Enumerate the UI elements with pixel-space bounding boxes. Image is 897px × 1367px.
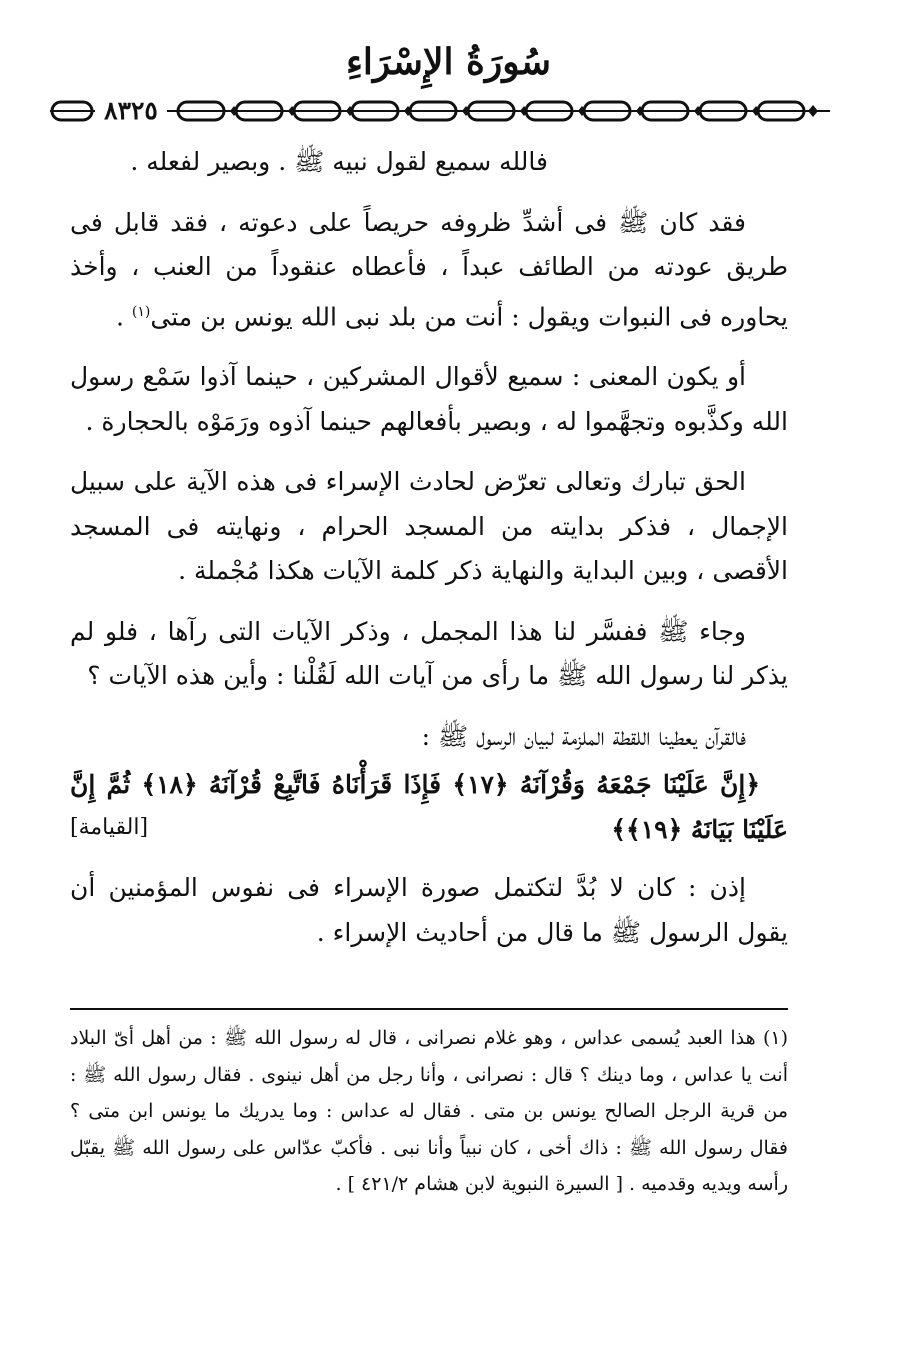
footnote-divider: [70, 1008, 788, 1010]
paragraph-5: وجاء ﷺ ففسَّر لنا هذا المجمل ، وذكر الآيات التى رآها ، فلو لم يذكر لنا رسول الله ﷺ ما رأى من آيات الله لَقُلْنا : وأين هذه الآيات ؟: [70, 616, 788, 691]
quran-verse: [70, 763, 788, 852]
paragraph-2-end: .: [116, 301, 132, 331]
footnote-marker: (١): [131, 303, 151, 320]
paragraph-2-text: فقد كان ﷺ فى أشدِّ ظروفه حريصاً على دعوته ، فقد قابل فى طريق عودته من الطائف عبداً ، فأعطاه عنقوداً من العنب ، وأخذ يحاوره فى النبوات ويقول : أنت من بلد نبى الله يونس بن متى: [70, 207, 788, 331]
ornamental-border: [50, 96, 830, 126]
paragraph-4: الحق تبارك وتعالى تعرّض لحادث الإسراء فى هذه الآية على سبيل الإجمال ، فذكر بدايته من المسجد الحرام ، ونهايته فى المسجد الأقصى ، وبين البداية والنهاية ذكر كلمة الآيات هكذا مُجْملة .: [70, 467, 788, 586]
footnote-text: (١) هذا العبد يُسمى عداس ، وهو غلام نصرانى ، قال له رسول الله ﷺ : من أهل أىّ البلاد أنت يا عداس ، وما دينك ؟ قال : نصرانى ، وأنا رجل من أهل نينوى . فقال رسول الله ﷺ : من قرية الرجل الصالح يونس بن متى . فقال له عداس : وما يدريك ما يونس ابن متى ؟ فقال رسول الله ﷺ : ذاك أخى ، كان نبياً وأنا نبى . فأكبّ عدّاس على رسول الله ﷺ يقبّل رأسه ويديه وقدميه . [ السيرة النبوية لابن هشام ٤٢١/٢ ] .: [70, 1027, 788, 1195]
paragraph-7: إذن : كان لا بُدَّ لتكتمل صورة الإسراء فى نفوس المؤمنين أن يقول الرسول ﷺ ما قال من أحاديث الإسراء .: [70, 873, 788, 947]
page-number: ٨٣٢٥: [95, 97, 167, 125]
quran-verse-text: ﴿إِنَّ عَلَيْنَا جَمْعَهُ وَقُرْآنَهُ ﴿١٧﴾ فَإِذَا قَرَأْنَاهُ فَاتَّبِعْ قُرْآنَهُ ﴿١٨﴾ ثُمَّ إِنَّ عَلَيْنَا بَيَانَهُ ﴿١٩﴾﴾: [70, 770, 788, 844]
surah-title: سُورَةُ الإِسْرَاءِ: [345, 41, 552, 83]
paragraph-6: فالقرآن يعطينا اللقطة الملزمة لبيان الرسول ﷺ :: [421, 721, 746, 751]
footnote: [70, 1020, 788, 1203]
paragraph-3: أو يكون المعنى : سميع لأقوال المشركين ، حينما آذوا سَمْع رسول الله وكذَّبوه وتجهَّموا له ، وبصير بأفعالهم حينما آذوه ورَمَوْه بالحجارة .: [70, 362, 788, 436]
paragraph-1: فالله سميع لقول نبيه ﷺ . وبصير لفعله .: [130, 147, 548, 176]
paragraph-2: [70, 201, 788, 340]
verse-reference: [القيامة]: [70, 814, 149, 840]
main-text: [70, 140, 788, 971]
